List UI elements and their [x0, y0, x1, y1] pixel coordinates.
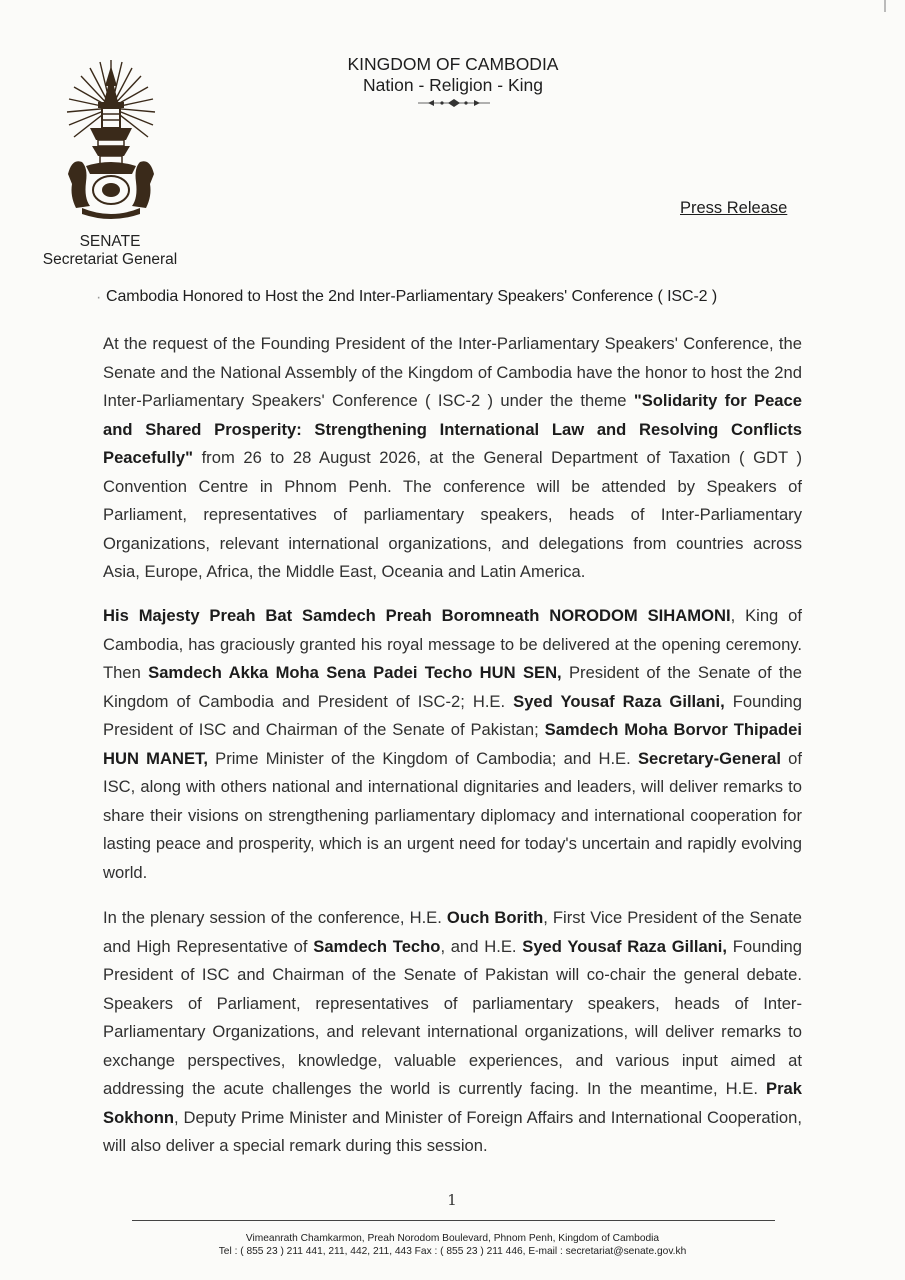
country-name: KINGDOM OF CAMBODIA: [347, 54, 559, 74]
footer-contact: Tel : ( 855 23 ) 211 441, 211, 442, 211, 443 Fax : ( 855 23 ) 211 446, E-mail : secretariat@senate.gov.kh: [218, 1246, 687, 1257]
org-unit: Secretariat General: [42, 251, 178, 268]
text-run: In the plenary session of the conference, H.E.: [103, 908, 447, 927]
divider-ornament-icon: [418, 98, 490, 108]
footer-divider: [132, 1220, 775, 1221]
text-run: At the request of the Founding President of the Inter-Parliamentary Speakers' Conference, the Senate and the National Assembly of the Kingdom of Cambodia have the honor to host the 2nd Inter-Parliamentary Speakers' Conference ( ISC-2 ) under the theme: [103, 334, 802, 410]
bold-text-run: Ouch Borith: [446, 908, 544, 927]
bold-text-run: Prak Sokhonn: [103, 1079, 802, 1127]
text-run: , Deputy Prime Minister and Minister of Foreign Affairs and International Cooperation, will also deliver a special remark during this session.: [103, 1107, 802, 1155]
body-paragraph: [103, 602, 802, 887]
bold-text-run: "Solidarity for Peace and Shared Prosperity: Strengthening International Law and Resolving Conflicts Peacefully": [103, 391, 802, 467]
text-run: Founding President of ISC and Chairman of the Senate of Pakistan will co-chair the general debate. Speakers of Parliament, representatives of parliamentary speakers, heads of Inter-Parliamentary Organizations, and relevant international organizations, will deliver remarks to exchange perspectives, knowledge, valuable experiences, and various input aimed at addressing the acute challenges the world is currently facing. In the meantime, H.E.: [103, 936, 802, 1098]
bold-text-run: Samdech Techo: [313, 936, 441, 956]
footer-address: Vimeanrath Chamkarmon, Preah Norodom Boulevard, Phnom Penh, Kingdom of Cambodia: [245, 1233, 660, 1244]
bold-text-run: His Majesty Preah Bat Samdech Preah Boromneath NORODOM SIHAMONI: [103, 606, 731, 625]
organization-block: [30, 233, 190, 269]
bold-text-run: Samdech Moha Borvor Thipadei HUN MANET,: [103, 720, 802, 768]
text-run: Founding President of ISC and Chairman of the Senate of Pakistan;: [103, 691, 802, 739]
text-run: , King of Cambodia, has graciously granted his royal message to be delivered at the opening ceremony. Then: [103, 606, 802, 682]
bold-text-run: Syed Yousaf Raza Gillani,: [522, 936, 728, 956]
footer: [120, 1232, 785, 1258]
body-paragraph: [103, 330, 802, 587]
text-run: , First Vice President of the Senate and High Representative of: [103, 908, 802, 956]
press-release-title: [96, 288, 718, 306]
scan-mark: [884, 0, 886, 12]
text-run: Prime Minister of the Kingdom of Cambodia; and H.E.: [207, 748, 638, 768]
page-number: 1: [447, 1191, 457, 1209]
bold-text-run: Secretary-General: [637, 748, 781, 768]
margin-mark: ·: [96, 289, 102, 306]
royal-emblem-icon: [62, 56, 160, 220]
body-paragraph: [103, 904, 802, 1161]
text-run: of ISC, along with others national and international dignitaries and leaders, will deliver remarks to share their visions on strengthening parliamentary diplomacy and international cooperation for lasting peace and prosperity, which is an urgent need for today's uncertain and rapidly evolving world.: [103, 748, 803, 882]
title-text: Cambodia Honored to Host the 2nd Inter-Parliamentary Speakers' Conference ( ISC-2 ): [106, 288, 718, 305]
national-motto: Nation - Religion - King: [363, 75, 543, 95]
org-name: SENATE: [79, 233, 141, 250]
text-run: from 26 to 28 August 2026, at the General Department of Taxation ( GDT ) Convention Centre in Phnom Penh. The conference will be attended by Speakers of Parliament, representatives of parliamentary speakers, heads of Inter-Parliamentary Organizations, relevant international organizations, and delegations from countries across Asia, Europe, Africa, the Middle East, Oceania and Latin America.: [103, 448, 802, 581]
national-heading: [300, 54, 606, 96]
document-type: Press Release: [680, 199, 788, 217]
text-run: President of the Senate of the Kingdom of Cambodia and President of ISC-2; H.E.: [103, 663, 803, 711]
bold-text-run: Samdech Akka Moha Sena Padei Techo HUN SEN,: [148, 663, 562, 682]
bold-text-run: Syed Yousaf Raza Gillani,: [513, 691, 725, 711]
text-run: , and H.E.: [440, 936, 523, 956]
